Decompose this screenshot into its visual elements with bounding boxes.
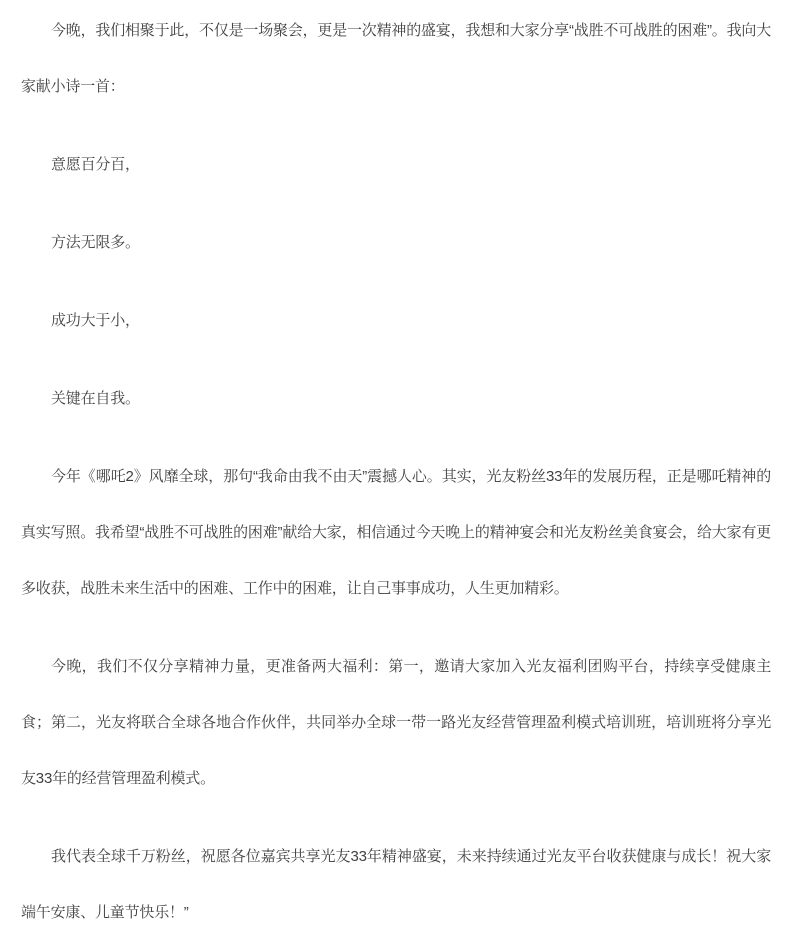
paragraph-closing-wishes: 我代表全球千万粉丝，祝愿各位嘉宾共享光友33年精神盛宴，未来持续通过光友平台收获健康与成长！祝大家端午安康、儿童节快乐！”	[21, 848, 771, 921]
poem-line-1: 意愿百分百，	[51, 156, 140, 173]
poem-line-3: 成功大于小，	[51, 312, 140, 329]
paragraph-two-benefits: 今晚，我们不仅分享精神力量，更准备两大福利：第一，邀请大家加入光友福利团购平台，持续享受健康主食；第二，光友将联合全球各地合作伙伴，共同举办全球一带一路光友经营管理盈利模式培训班，培训班将分享光友33年的经营管理盈利模式。	[21, 658, 771, 787]
poem-line-4: 关键在自我。	[51, 390, 140, 407]
document-body	[21, 3, 771, 941]
paragraph-intro: 今晚，我们相聚于此，不仅是一场聚会，更是一次精神的盛宴，我想和大家分享“战胜不可战胜的困难”。我向大家献小诗一首：	[21, 22, 771, 95]
poem-line-2: 方法无限多。	[51, 234, 140, 251]
paragraph-nezha-spirit: 今年《哪吒2》风靡全球，那句“我命由我不由天”震撼人心。其实，光友粉丝33年的发展历程，正是哪吒精神的真实写照。我希望“战胜不可战胜的困难”献给大家，相信通过今天晚上的精神宴会和光友粉丝美食宴会，给大家有更多收获，战胜未来生活中的困难、工作中的困难，让自己事事成功，人生更加精彩。	[21, 468, 771, 597]
